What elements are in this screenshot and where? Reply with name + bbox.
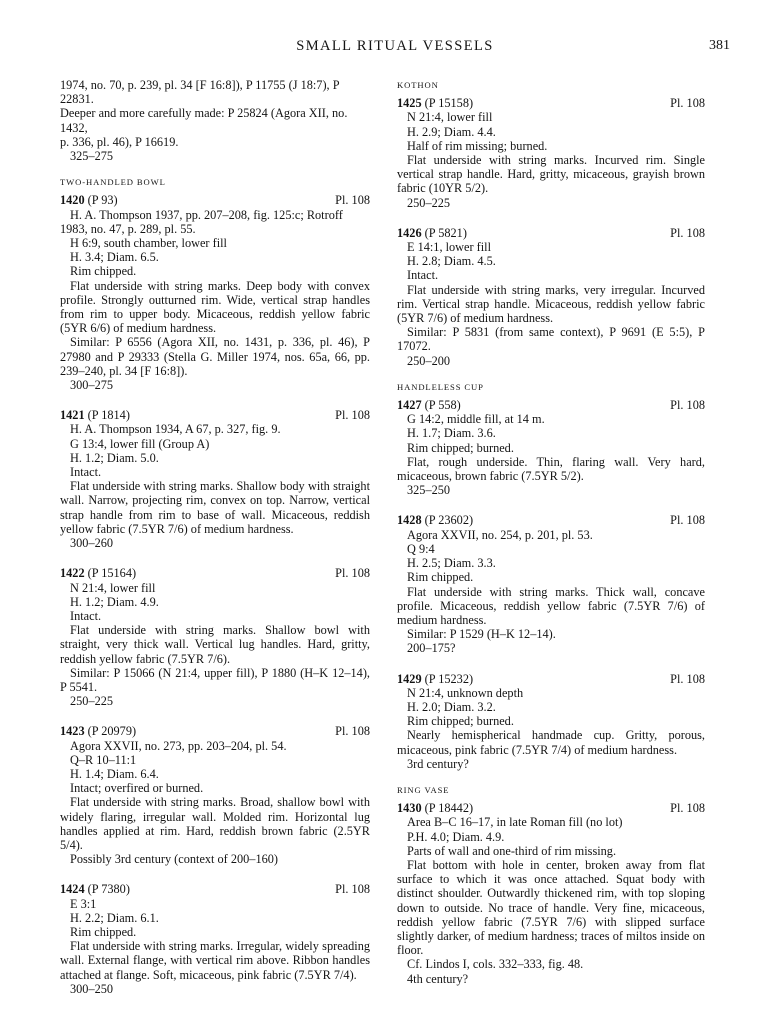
catalog-entry-1423 [60, 724, 370, 866]
condition: Intact. [70, 608, 102, 623]
entry-heading [397, 801, 705, 815]
inventory-number: (P 15158) [424, 96, 474, 111]
description: Flat underside with string marks. Broad, shallow bowl with widely flaring, irregular wall. Molded rim. Horizontal lug handles applied at rim. Hard, reddish brown fabric (2.5YR 5/4). [60, 795, 370, 852]
inventory-number: (P 23602) [424, 513, 474, 528]
date: 250–225 [407, 195, 451, 210]
date: 300–260 [70, 536, 114, 551]
description: Flat underside with string marks. Irregular, widely spreading wall. External flange, with vertical rim above. Ribbon handles attached at flange. Soft, micaceous, pink fabric (7.5YR 7/4). [60, 939, 370, 982]
entry-heading [397, 398, 705, 412]
date: 200–175? [407, 641, 456, 656]
left-column [60, 78, 370, 996]
entry-heading [397, 226, 705, 240]
catalog-entry-1428 [397, 513, 705, 655]
dimensions: H. 3.4; Diam. 6.5. [70, 250, 159, 265]
entry-number: 1424 [60, 882, 85, 897]
continuation-line: 1974, no. 70, p. 239, pl. 34 [F 16:8]), P 11755 (J 18:7), P 22831. [60, 78, 340, 107]
condition: Rim chipped. [70, 924, 137, 939]
date: 250–225 [70, 694, 114, 709]
entry-heading [60, 882, 370, 896]
catalog-entry-1427 [397, 398, 705, 497]
entry-number: 1430 [397, 801, 422, 816]
plate-reference: Pl. 108 [670, 96, 705, 111]
inventory-number: (P 18442) [424, 801, 474, 816]
bibliography: 1983, no. 47, p. 289, pl. 55. [60, 221, 196, 236]
condition: Rim chipped. [70, 264, 137, 279]
entry-number: 1420 [60, 193, 85, 208]
plate-reference: Pl. 108 [670, 398, 705, 413]
dimensions: P.H. 4.0; Diam. 4.9. [407, 829, 505, 844]
bibliography: Agora XXVII, no. 254, p. 201, pl. 53. [407, 527, 593, 542]
dimensions: H. 2.2; Diam. 6.1. [70, 910, 159, 925]
entry-heading [60, 193, 370, 207]
dimensions: H. 1.2; Diam. 5.0. [70, 450, 159, 465]
context: Q 9:4 [407, 541, 435, 556]
plate-reference: Pl. 108 [335, 408, 370, 423]
inventory-number: (P 5821) [424, 225, 467, 240]
entry-heading [397, 513, 705, 527]
dimensions: H. 2.8; Diam. 4.5. [407, 254, 496, 269]
context: N 21:4, lower fill [70, 580, 156, 595]
description: Flat underside with string marks. Thick wall, concave profile. Micaceous, reddish yellow fabric (7.5YR 7/6) of medium hardness. [397, 584, 705, 627]
inventory-number: (P 1814) [87, 408, 130, 423]
plate-reference: Pl. 108 [335, 566, 370, 581]
context: G 13:4, lower fill (Group A) [70, 436, 210, 451]
description: Flat underside with string marks. Shallow body with straight wall. Narrow, projecting rim, convex on top. Narrow, vertical strap handle from rim to base of wall. Micaceous, reddish yellow fabric (7.5YR 7/6) of medium hardness. [60, 479, 370, 536]
dimensions: H. 2.9; Diam. 4.4. [407, 124, 496, 139]
catalog-entry-1421 [60, 408, 370, 550]
dimensions: H. 1.2; Diam. 4.9. [70, 594, 159, 609]
catalog-entry-1429 [397, 672, 705, 771]
plate-reference: Pl. 108 [335, 882, 370, 897]
condition: Intact. [70, 465, 102, 480]
entry-heading [60, 408, 370, 422]
description: Nearly hemispherical handmade cup. Gritty, porous, micaceous, pink fabric (7.5YR 7/4) of medium hardness. [397, 728, 705, 757]
plate-reference: Pl. 108 [670, 225, 705, 240]
date: 300–250 [70, 981, 114, 996]
context: E 14:1, lower fill [407, 240, 492, 255]
catalog-entry-1430 [397, 801, 705, 986]
condition: Rim chipped; burned. [407, 440, 514, 455]
dimensions: H. 1.4; Diam. 6.4. [70, 766, 159, 781]
similar-pieces: Cf. Lindos I, cols. 332–333, fig. 48. [407, 957, 584, 972]
plate-reference: Pl. 108 [670, 801, 705, 816]
entry-number: 1422 [60, 566, 85, 581]
condition: Intact. [407, 268, 439, 283]
running-head: SMALL RITUAL VESSELS [296, 38, 494, 54]
description: Flat underside with string marks. Shallow bowl with straight, very thick wall. Vertical lug handles. Hard, gritty, reddish yellow fabric (7.5YR 7/6). [60, 623, 370, 666]
context: Area B–C 16–17, in late Roman fill (no lot) [407, 815, 623, 830]
entry-number: 1427 [397, 398, 422, 413]
dimensions: H. 2.0; Diam. 3.2. [407, 699, 496, 714]
entry-number: 1425 [397, 96, 422, 111]
date: 250–200 [407, 353, 451, 368]
description: Flat bottom with hole in center, broken away from flat surface to which it was once attached. Squat body with distinct shoulder. Outwardly thickened rim, with top sloping down to outside. No trace of handle. Very fine, micaceous, reddish yellow fabric (7.5YR 7/6) with slipped surface slightly darker, of medium hardness; traces of miltos inside on floor. [397, 857, 705, 958]
similar-pieces: Similar: P 15066 (N 21:4, upper fill), P 1880 (H–K 12–14), P 5541. [60, 665, 370, 694]
inventory-number: (P 558) [424, 398, 461, 413]
context: E 3:1 [70, 896, 97, 911]
continuation-date: 325–275 [70, 149, 114, 164]
continuation-line: p. 336, pl. 46), P 16619. [60, 134, 179, 149]
condition: Rim chipped; burned. [407, 714, 514, 729]
inventory-number: (P 7380) [87, 882, 130, 897]
entry-heading [60, 724, 370, 738]
context: H 6:9, south chamber, lower fill [70, 236, 227, 251]
entry-heading [397, 96, 705, 110]
date: 325–250 [407, 483, 451, 498]
date: 300–275 [70, 378, 114, 393]
context: G 14:2, middle fill, at 14 m. [407, 412, 545, 427]
similar-pieces: Similar: P 6556 (Agora XII, no. 1431, p. 336, pl. 46), P 27980 and P 29333 (Stella G. Miller 1974, nos. 65a, 66, pp. 239–240, pl. 34 [F 16:8]). [60, 335, 370, 378]
section-heading-ring-vase: RING VASE [397, 784, 450, 795]
condition: Intact; overfired or burned. [70, 781, 204, 796]
section-heading-two-handled-bowl: TWO-HANDLED BOWL [60, 177, 166, 188]
catalog-entry-1425 [397, 96, 705, 210]
entry-number: 1421 [60, 408, 85, 423]
section-heading-kothon: KOTHON [397, 80, 439, 90]
entry-number: 1423 [60, 724, 85, 739]
catalog-entry-1422 [60, 566, 370, 708]
description: Flat, rough underside. Thin, flaring wall. Very hard, micaceous, brown fabric (7.5YR 5/2). [397, 454, 705, 484]
page-number: 381 [709, 38, 730, 53]
similar-pieces: Similar: P 5831 (from same context), P 9691 (E 5:5), P 17072. [397, 325, 705, 354]
entry-number: 1426 [397, 225, 422, 240]
date: 4th century? [407, 971, 469, 986]
catalog-entry-1426 [397, 226, 705, 368]
description: Flat underside with string marks, very irregular. Incurved rim. Vertical strap handle. Micaceous, reddish yellow fabric (5YR 7/6) of medium hardness. [397, 282, 705, 326]
inventory-number: (P 93) [87, 193, 118, 208]
condition: Half of rim missing; burned. [407, 138, 548, 153]
entry-heading [397, 672, 705, 686]
catalog-entry-1424 [60, 882, 370, 996]
context: N 21:4, lower fill [407, 110, 493, 125]
inventory-number: (P 15232) [424, 671, 474, 686]
entry-number: 1429 [397, 671, 422, 686]
entry-heading [60, 566, 370, 580]
catalog-entry-1420 [60, 193, 370, 392]
plate-reference: Pl. 108 [335, 193, 370, 208]
bibliography: Agora XXVII, no. 273, pp. 203–204, pl. 54. [70, 738, 287, 753]
context: Q–R 10–11:1 [70, 752, 137, 767]
condition: Rim chipped. [407, 570, 474, 585]
date: Possibly 3rd century (context of 200–160) [70, 852, 278, 867]
right-column [397, 78, 705, 986]
section-heading-handleless-cup: HANDLELESS CUP [397, 381, 484, 392]
plate-reference: Pl. 108 [335, 724, 370, 739]
description: Flat underside with string marks. Incurved rim. Single vertical strap handle. Hard, gritty, micaceous, grayish brown fabric (10YR 5/2). [397, 153, 705, 196]
continuation-line: Deeper and more carefully made: P 25824 (Agora XII, no. 1432, [60, 106, 348, 135]
similar-pieces: Similar: P 1529 (H–K 12–14). [407, 627, 556, 642]
bibliography: H. A. Thompson 1934, A 67, p. 327, fig. 9. [70, 422, 281, 437]
dimensions: H. 1.7; Diam. 3.6. [407, 426, 496, 441]
plate-reference: Pl. 108 [670, 671, 705, 686]
dimensions: H. 2.5; Diam. 3.3. [407, 556, 496, 571]
page-header [60, 36, 730, 60]
plate-reference: Pl. 108 [670, 513, 705, 528]
description: Flat underside with string marks. Deep body with convex profile. Strongly outturned rim. Wide, vertical strap handles from rim to upper body. Micaceous, reddish yellow fabric (5YR 6/6) of medium hardness. [60, 278, 370, 336]
condition: Parts of wall and one-third of rim missing. [407, 843, 617, 858]
bibliography: H. A. Thompson 1937, pp. 207–208, fig. 125:c; Rotroff [70, 207, 343, 222]
date: 3rd century? [407, 756, 469, 771]
entry-number: 1428 [397, 513, 422, 528]
inventory-number: (P 15164) [87, 566, 137, 581]
context: N 21:4, unknown depth [407, 685, 524, 700]
inventory-number: (P 20979) [87, 724, 137, 739]
